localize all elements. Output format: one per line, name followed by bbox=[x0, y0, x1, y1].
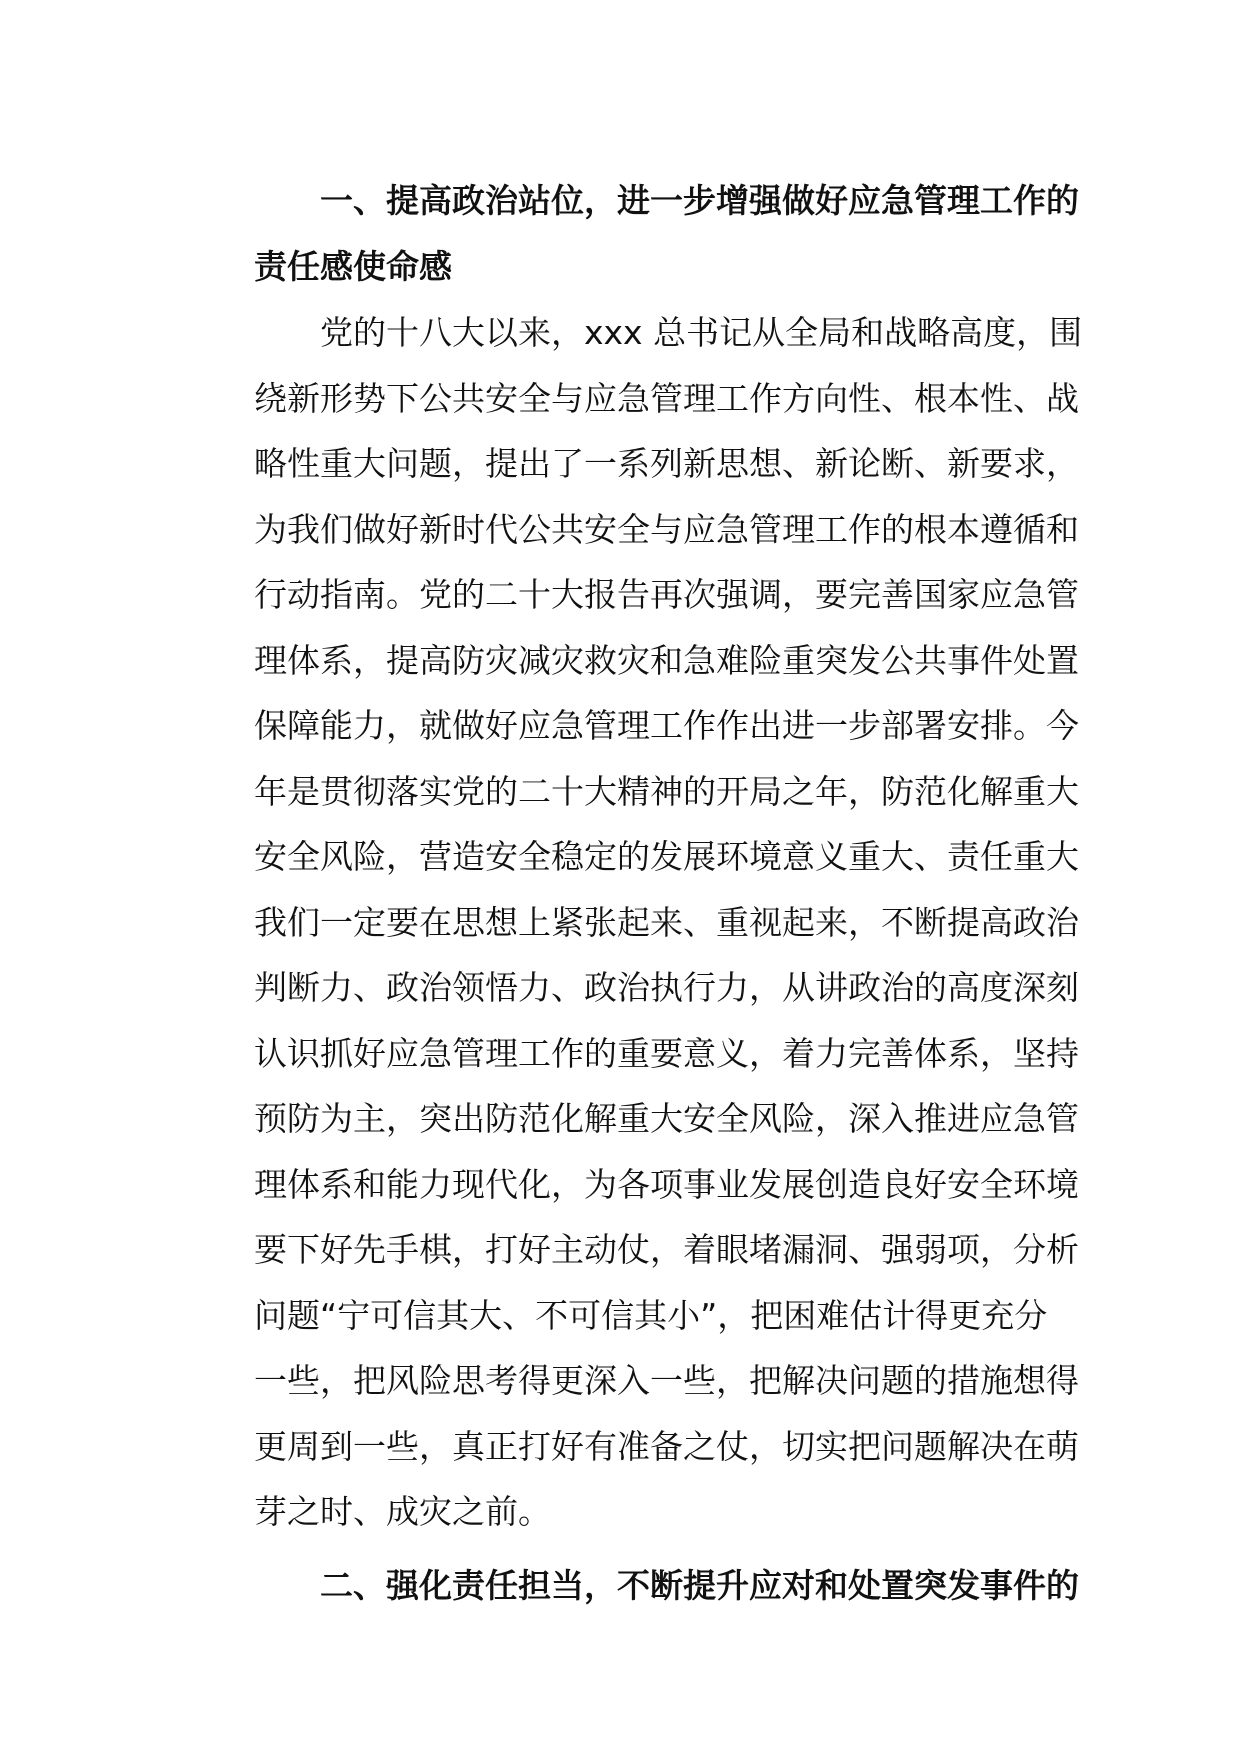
section-1-heading-line-2: 责任感使命感 bbox=[254, 247, 452, 286]
document-page bbox=[188, 168, 1083, 1619]
paragraph-line: 更周到一些，真正打好有准备之仗，切实把问题解决在萌 bbox=[254, 1426, 1079, 1466]
paragraph-line: 保障能力，就做好应急管理工作作出进一步部署安排。今 bbox=[254, 706, 1079, 745]
paragraph-line: 理体系，提高防灾减灾救灾和急难险重突发公共事件处置 bbox=[254, 640, 1079, 680]
section-2-heading-line-1: 二、强化责任担当，不断提升应对和处置突发事件的 bbox=[320, 1565, 1079, 1605]
paragraph-line: 认识抓好应急管理工作的重要意义，着力完善体系，坚持 bbox=[254, 1033, 1079, 1073]
paragraph-line: 绕新形势下公共安全与应急管理工作方向性、根本性、战 bbox=[254, 378, 1079, 418]
paragraph-line: 要下好先手棋，打好主动仗，着眼堵漏洞、强弱项，分析 bbox=[254, 1230, 1079, 1269]
section-1-paragraph bbox=[188, 300, 1083, 1545]
paragraph-line: 为我们做好新时代公共安全与应急管理工作的根本遵循和 bbox=[254, 509, 1079, 549]
paragraph-line: 安全风险，营造安全稳定的发展环境意义重大、责任重大 bbox=[254, 837, 1079, 876]
paragraph-line: 年是贯彻落实党的二十大精神的开局之年，防范化解重大 bbox=[254, 771, 1079, 811]
paragraph-line: 一些，把风险思考得更深入一些，把解决问题的措施想得 bbox=[254, 1361, 1079, 1400]
paragraph-line: 预防为主，突出防范化解重大安全风险，深入推进应急管 bbox=[254, 1099, 1079, 1138]
paragraph-line: 问题“宁可信其大、不可信其小”，把困难估计得更充分 bbox=[254, 1295, 1048, 1335]
paragraph-line: 行动指南。党的二十大报告再次强调，要完善国家应急管 bbox=[254, 575, 1079, 614]
paragraph-line: 我们一定要在思想上紧张起来、重视起来，不断提高政治 bbox=[254, 902, 1079, 942]
paragraph-line: 党的十八大以来，xxx 总书记从全局和战略高度，围 bbox=[320, 313, 1083, 352]
paragraph-line: 理体系和能力现代化，为各项事业发展创造良好安全环境 bbox=[254, 1164, 1079, 1204]
section-1-heading bbox=[188, 168, 1079, 300]
section-1-heading-line-1: 一、提高政治站位，进一步增强做好应急管理工作的 bbox=[320, 181, 1079, 220]
paragraph-line: 芽之时、成灾之前。 bbox=[254, 1492, 551, 1531]
section-2-heading bbox=[188, 1553, 1079, 1619]
paragraph-line: 判断力、政治领悟力、政治执行力，从讲政治的高度深刻 bbox=[254, 968, 1079, 1007]
paragraph-line: 略性重大问题，提出了一系列新思想、新论断、新要求， bbox=[254, 444, 1079, 483]
